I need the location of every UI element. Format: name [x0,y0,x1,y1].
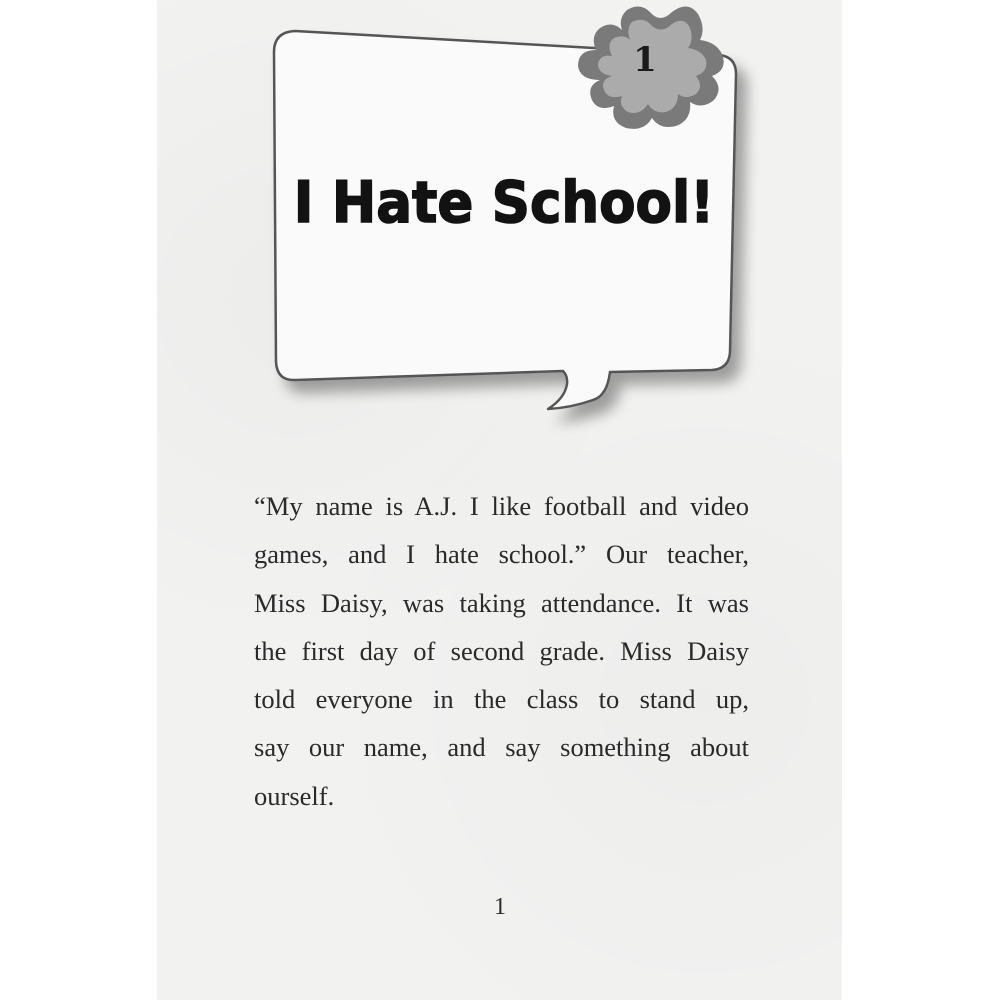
chapter-number: 1 [633,40,657,80]
page-number: 1 [494,894,506,920]
body-line: “My name is A.J. I like football and video [254,491,749,521]
body-line: the first day of second grade. Miss Daisy [254,635,749,666]
body-line: Miss Daisy, was taking attendance. It was [254,587,749,618]
body-paragraph [254,482,749,820]
body-line: ourself. [254,780,335,811]
body-line: say our name, and say something about [254,732,749,763]
chapter-title: I Hate School! [293,170,715,236]
body-line: told everyone in the class to stand up, [254,684,749,715]
body-line: games, and I hate school.” Our teacher, [254,539,749,570]
